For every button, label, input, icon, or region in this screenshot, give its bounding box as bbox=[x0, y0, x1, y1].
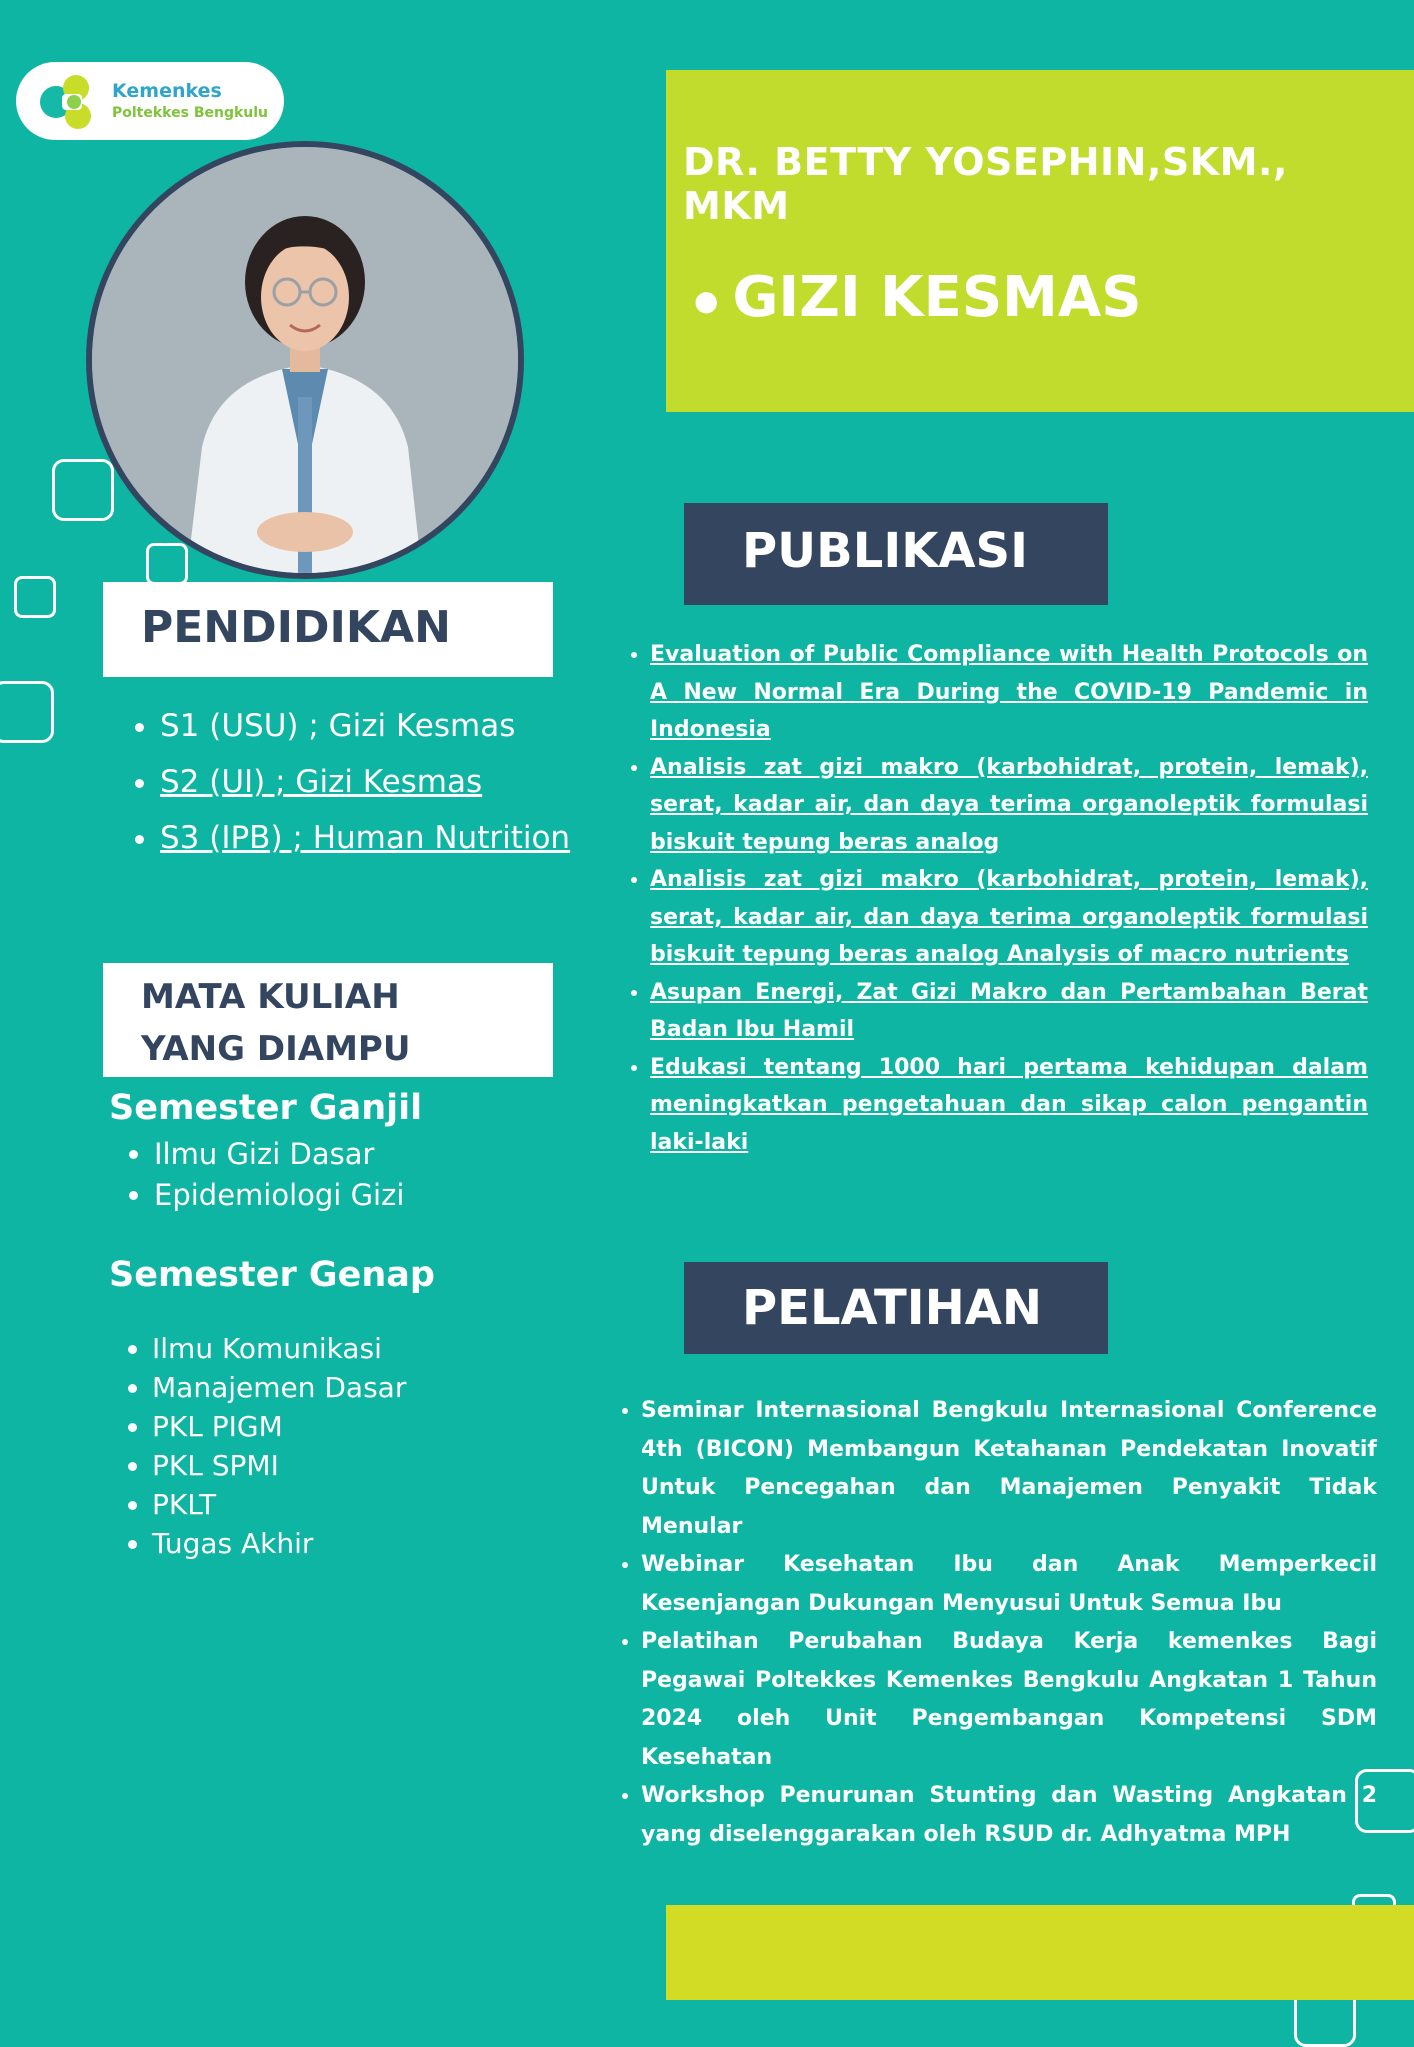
list-item: • Ilmu Gizi Dasar bbox=[154, 1134, 404, 1175]
publication-link[interactable]: Edukasi tentang 1000 hari pertama kehidupan dalam meningkatkan pengetahuan dan sikap calon pengantin laki-laki bbox=[650, 1054, 1368, 1155]
training-item: • Webinar Kesehatan Ibu dan Anak Memperkecil Kesenjangan Dukungan Menyusui Untuk Semua Ibu bbox=[641, 1546, 1377, 1623]
logo-line2: Poltekkes Bengkulu bbox=[112, 105, 269, 121]
publication-item[interactable] bbox=[650, 636, 1368, 749]
publication-link[interactable]: Evaluation of Public Compliance with Health Protocols on A New Normal Era During the COVID-19 Pandemic in Indonesia bbox=[650, 642, 1368, 742]
publication-item[interactable] bbox=[650, 974, 1368, 1049]
publikasi-heading-box bbox=[684, 503, 1108, 605]
pendidikan-heading-box bbox=[103, 582, 553, 677]
list-item: • Manajemen Dasar bbox=[152, 1368, 406, 1407]
kemenkes-logo-icon bbox=[36, 72, 100, 132]
kemenkes-logo bbox=[16, 62, 284, 140]
specialty bbox=[694, 265, 1142, 330]
publikasi-list bbox=[616, 636, 1368, 1161]
list-item: • Epidemiologi Gizi bbox=[154, 1175, 404, 1216]
training-item: • Seminar Internasional Bengkulu Internasional Conference 4th (BICON) Membangun Ketahanan Pendekatan Inovatif Untuk Pencegahan dan Manajemen Penyakit Tidak Menular bbox=[641, 1392, 1377, 1546]
decorative-square bbox=[0, 681, 54, 743]
list-item[interactable]: • S2 (UI) ; Gizi Kesmas bbox=[160, 754, 660, 810]
list-item: • Ilmu Komunikasi bbox=[152, 1329, 406, 1368]
semester-ganjil-list bbox=[114, 1134, 404, 1216]
publication-link[interactable]: Analisis zat gizi makro (karbohidrat, protein, lemak), serat, kadar air, dan daya terima organoleptik formulasi biskuit tepung beras analog Analysis of macro nutrients bbox=[650, 867, 1368, 967]
decorative-square bbox=[52, 459, 114, 521]
publication-item[interactable] bbox=[650, 861, 1368, 974]
mata-kuliah-title: MATA KULIAH YANG DIAMPU bbox=[141, 977, 411, 1069]
semester-genap-list bbox=[114, 1329, 406, 1563]
publikasi-title: PUBLIKASI bbox=[742, 523, 1028, 579]
list-item: • S1 (USU) ; Gizi Kesmas bbox=[160, 698, 660, 754]
header-panel bbox=[666, 70, 1414, 412]
list-item[interactable]: • S3 (IPB) ; Human Nutrition bbox=[160, 810, 660, 866]
training-item: • Pelatihan Perubahan Budaya Kerja kemenkes Bagi Pegawai Poltekkes Kemenkes Bengkulu Angkatan 1 Tahun 2024 oleh Unit Pengembangan Kompetensi SDM Kesehatan bbox=[641, 1623, 1377, 1777]
list-item: • PKL PIGM bbox=[152, 1407, 406, 1446]
list-item: • PKLT bbox=[152, 1485, 406, 1524]
profile-photo bbox=[86, 141, 524, 579]
semester-genap-label: Semester Genap bbox=[109, 1255, 435, 1295]
pendidikan-list bbox=[118, 698, 660, 866]
pelatihan-list bbox=[607, 1392, 1377, 1854]
training-item: • Workshop Penurunan Stunting dan Wasting Angkatan 2 yang diselenggarakan oleh RSUD dr. Adhyatma MPH bbox=[641, 1777, 1377, 1854]
semester-ganjil-label: Semester Ganjil bbox=[109, 1088, 423, 1128]
logo-line1: Kemenkes bbox=[112, 80, 222, 102]
pendidikan-title: PENDIDIKAN bbox=[141, 602, 451, 653]
list-item: • PKL SPMI bbox=[152, 1446, 406, 1485]
pelatihan-title: PELATIHAN bbox=[742, 1280, 1043, 1336]
person-silhouette-icon bbox=[92, 147, 518, 573]
mata-kuliah-heading-box bbox=[103, 963, 553, 1077]
list-item: • Tugas Akhir bbox=[152, 1524, 406, 1563]
profile-name: DR. BETTY YOSEPHIN,SKM., MKM bbox=[683, 140, 1288, 228]
bullet-icon: ● bbox=[694, 284, 719, 318]
decorative-square bbox=[146, 543, 188, 585]
pelatihan-heading-box bbox=[684, 1262, 1108, 1354]
publication-link[interactable]: Asupan Energi, Zat Gizi Makro dan Pertambahan Berat Badan Ibu Hamil bbox=[650, 979, 1368, 1042]
publication-item[interactable] bbox=[650, 749, 1368, 862]
footer-accent-bar bbox=[666, 1905, 1414, 2000]
publication-link[interactable]: Analisis zat gizi makro (karbohidrat, protein, lemak), serat, kadar air, dan daya terima organoleptik formulasi biskuit tepung beras analog bbox=[650, 754, 1368, 855]
publication-item[interactable] bbox=[650, 1049, 1368, 1162]
decorative-square bbox=[14, 576, 56, 618]
specialty-label: GIZI KESMAS bbox=[732, 265, 1142, 330]
